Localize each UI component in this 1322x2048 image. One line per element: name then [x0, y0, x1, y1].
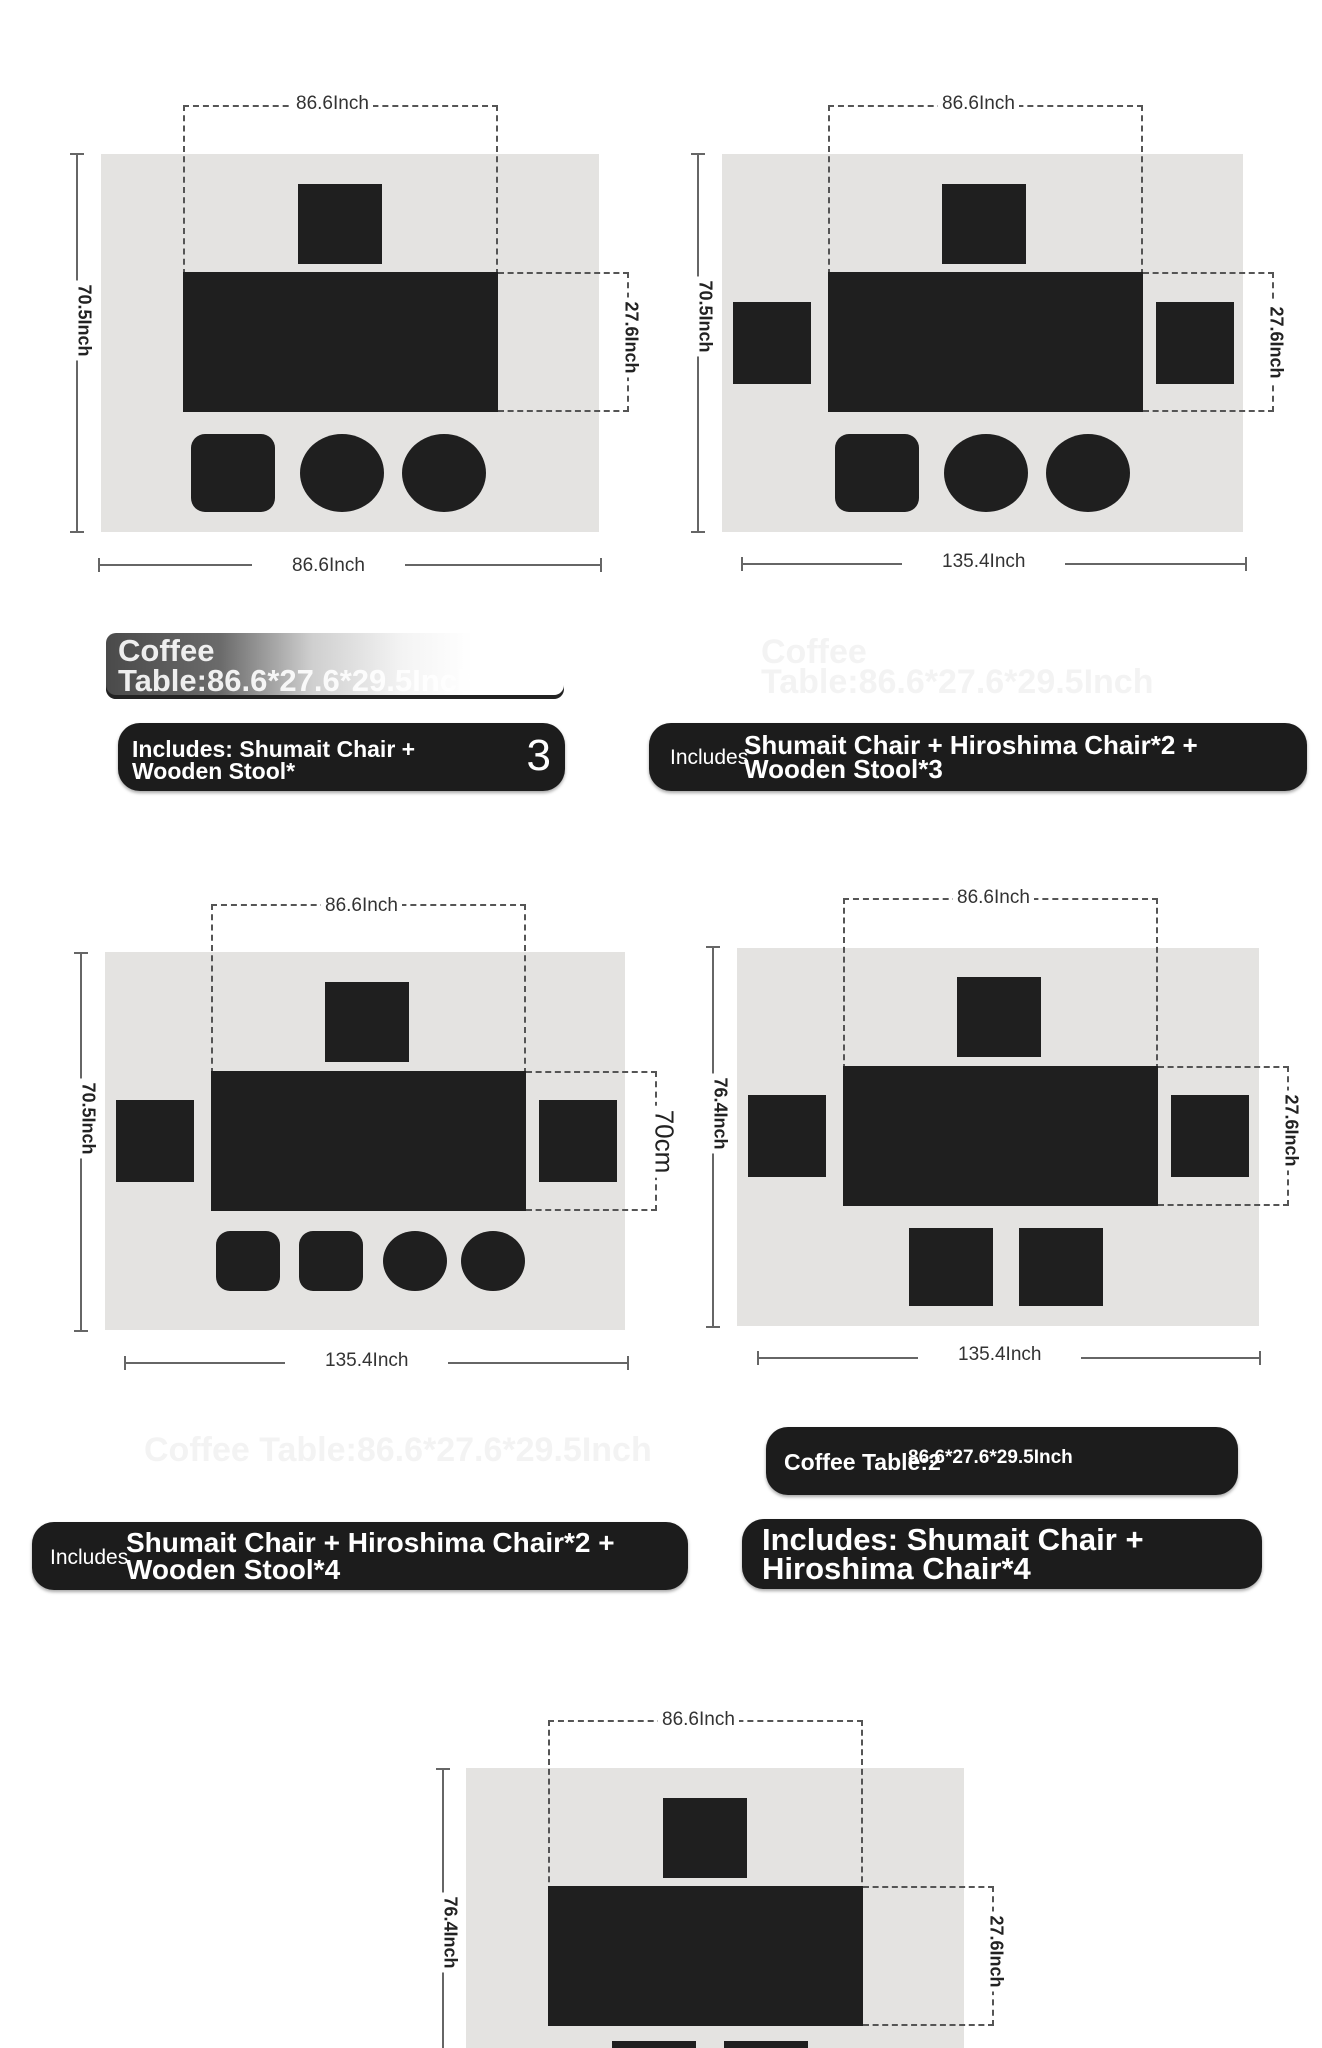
- stool-square: [216, 1231, 280, 1291]
- table-depth-label: 27.6Inch: [986, 1911, 1007, 1991]
- side-height-label: 70.5Inch: [78, 1078, 99, 1158]
- dimension-tick: [627, 1356, 629, 1370]
- top-width-label: 86.6Inch: [938, 93, 1019, 115]
- dimension-tick: [74, 1330, 88, 1332]
- caption-title: Coffee Table:86.6*27.6*29.5Inch: [118, 633, 476, 698]
- dimension-tick: [600, 558, 602, 572]
- stool-square: [299, 1231, 363, 1291]
- top-width-label: 86.6Inch: [953, 887, 1034, 909]
- dimension-tick: [70, 531, 84, 533]
- caption-suffix: 3: [526, 731, 551, 780]
- stool-round: [944, 434, 1028, 512]
- depth-dimension-bracket: [1143, 272, 1274, 412]
- caption-includes-pill: [649, 723, 1307, 791]
- side-height-label: 70.5Inch: [695, 276, 716, 356]
- bottom-width-label: 135.4Inch: [285, 1350, 448, 1372]
- dimension-tick: [1245, 557, 1247, 571]
- caption-includes: Shumait Chair + Hiroshima Chair*2 + Wooden Stool*3: [744, 730, 1198, 784]
- depth-dimension-bracket: [498, 272, 629, 412]
- caption-title: Coffee Table:2: [784, 1449, 941, 1475]
- chair-left: [116, 1100, 194, 1182]
- caption-includes: Includes: Shumait Chair + Wooden Stool*: [132, 736, 416, 784]
- caption-title-faded: Coffee Table:86.6*27.6*29.5Inch: [761, 633, 1154, 701]
- dimension-tick: [70, 153, 84, 155]
- stool-square: [835, 434, 919, 512]
- table-depth-label: 70cm: [648, 1106, 679, 1178]
- dimension-tick: [741, 557, 743, 571]
- dimension-tick: [124, 1356, 126, 1370]
- stool-round: [1046, 434, 1130, 512]
- chair-top: [942, 184, 1026, 264]
- chair-top: [298, 184, 382, 264]
- caption-title-pill: [766, 1427, 1238, 1495]
- dimension-tick: [706, 1326, 720, 1328]
- chair-bottom: [909, 1228, 993, 1306]
- chair-top: [663, 1798, 747, 1878]
- table-depth-label: 27.6Inch: [1266, 302, 1287, 382]
- depth-dimension-bracket: [863, 1886, 994, 2026]
- stool-round: [402, 434, 486, 512]
- coffee-table: [183, 272, 498, 412]
- dimension-tick: [757, 1351, 759, 1365]
- chair-left: [748, 1095, 826, 1177]
- depth-dimension-bracket: [526, 1071, 657, 1211]
- dimension-tick: [436, 1768, 450, 1770]
- bottom-width-label: 135.4Inch: [918, 1344, 1081, 1366]
- dimension-tick: [691, 153, 705, 155]
- chair-bottom: [724, 2041, 808, 2048]
- coffee-table: [548, 1886, 863, 2026]
- dimension-tick: [691, 531, 705, 533]
- side-height-label: 76.4Inch: [710, 1073, 731, 1153]
- side-height-label: 70.5Inch: [74, 280, 95, 360]
- top-width-label: 86.6Inch: [658, 1709, 739, 1731]
- table-depth-label: 27.6Inch: [621, 297, 642, 377]
- chair-top: [325, 982, 409, 1062]
- coffee-table: [828, 272, 1143, 412]
- stool-round: [461, 1231, 525, 1291]
- caption-includes: Includes: Shumait Chair + Hiroshima Chair*4: [762, 1522, 1144, 1586]
- top-width-label: 86.6Inch: [292, 93, 373, 115]
- side-height-label: 76.4Inch: [440, 1892, 461, 1972]
- stool-round: [383, 1231, 447, 1291]
- dimension-tick: [74, 952, 88, 954]
- bottom-width-label: 86.6Inch: [252, 555, 405, 577]
- coffee-table: [211, 1071, 526, 1211]
- caption-includes-pill: [32, 1522, 688, 1590]
- caption-includes-pill: [742, 1519, 1262, 1589]
- stool-round: [300, 434, 384, 512]
- top-width-label: 86.6Inch: [321, 895, 402, 917]
- dimension-tick: [1259, 1351, 1261, 1365]
- table-depth-label: 27.6Inch: [1281, 1090, 1302, 1170]
- chair-left: [733, 302, 811, 384]
- caption-title-overlay: 86.6*27.6*29.5Inch: [908, 1447, 1073, 1468]
- chair-bottom: [612, 2041, 696, 2048]
- bottom-width-label: 135.4Inch: [902, 551, 1065, 573]
- stool-square: [191, 434, 275, 512]
- dimension-tick: [98, 558, 100, 572]
- caption-prefix: Includes: [50, 1546, 129, 1569]
- caption-title-faded: Coffee Table:86.6*27.6*29.5Inch: [144, 1431, 652, 1469]
- chair-top: [957, 977, 1041, 1057]
- caption-includes-pill: [118, 723, 565, 791]
- dimension-tick: [706, 946, 720, 948]
- chair-bottom: [1019, 1228, 1103, 1306]
- depth-dimension-bracket: [1158, 1066, 1289, 1206]
- caption-includes: Shumait Chair + Hiroshima Chair*2 + Wooden Stool*4: [126, 1527, 615, 1585]
- coffee-table: [843, 1066, 1158, 1206]
- caption-prefix: Includes: [670, 746, 749, 769]
